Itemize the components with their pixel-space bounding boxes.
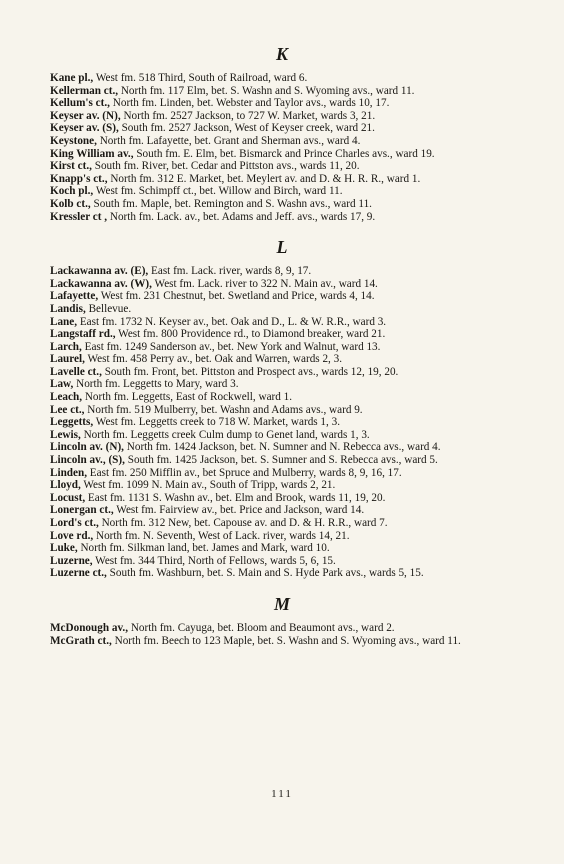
- street-description: South fm. E. Elm, bet. Bismarck and Prince Charles avs., ward 19.: [133, 147, 435, 160]
- street-description: North fm. Leggetts, East of Rockwell, ward 1.: [82, 391, 293, 404]
- street-name: Love rd.,: [50, 529, 94, 542]
- list-item: [34, 467, 530, 480]
- list-item: [34, 148, 530, 161]
- street-name: Linden,: [50, 466, 87, 479]
- street-description: North fm. 519 Mulberry, bet. Washn and Adams avs., ward 9.: [84, 403, 363, 416]
- list-item: [34, 265, 530, 278]
- street-description: East fm. Lack. river, wards 8, 9, 17.: [148, 265, 312, 278]
- list-item: [34, 135, 530, 148]
- street-description: North fm. Linden, bet. Webster and Taylor avs., wards 10, 17.: [109, 97, 390, 110]
- section-letter-heading: M: [273, 593, 290, 614]
- street-name: Leggetts,: [50, 416, 94, 429]
- street-name: King William av.,: [50, 147, 134, 160]
- street-description: South fm. River, bet. Cedar and Pittston avs., wards 11, 20.: [91, 160, 360, 173]
- street-description: West fm. 1099 N. Main av., South of Tripp, wards 2, 21.: [80, 479, 336, 492]
- list-item: [34, 567, 530, 580]
- list-item: [34, 441, 530, 454]
- street-description: West fm. 518 Third, South of Railroad, ward 6.: [93, 72, 308, 84]
- section-k: [34, 44, 530, 223]
- street-description: North fm. Leggetts to Mary, ward 3.: [73, 378, 239, 391]
- street-name: Lackawanna av. (E),: [50, 265, 149, 278]
- entry-list: [34, 265, 530, 580]
- street-name: Lonergan ct.,: [50, 504, 114, 517]
- street-name: Luzerne ct.,: [50, 567, 107, 580]
- street-name: Lord's ct.,: [50, 517, 99, 529]
- list-item: [34, 72, 530, 85]
- street-description: North fm. N. Seventh, West of Lack. river, wards 14, 21.: [93, 529, 350, 542]
- street-description: West fm. Leggetts creek to 718 W. Market, wards 1, 3.: [93, 416, 341, 429]
- street-name: Lee ct.,: [50, 403, 85, 416]
- street-name: Locust,: [50, 491, 86, 504]
- list-item: [34, 290, 530, 303]
- list-item: [34, 85, 530, 98]
- list-item: [34, 122, 530, 135]
- street-description: West fm. Schimpff ct., bet. Willow and Birch, ward 11.: [93, 185, 343, 198]
- street-description: East fm. 1732 N. Keyser av., bet. Oak and D., L. & W. R.R., ward 3.: [77, 315, 387, 328]
- street-name: Keyser av. (N),: [50, 109, 121, 122]
- street-name: Laurel,: [50, 353, 85, 366]
- street-description: South fm. Maple, bet. Remington and S. Washn avs., ward 11.: [90, 197, 372, 210]
- section-m: [34, 594, 530, 647]
- page-number: 111: [271, 788, 293, 800]
- list-item: [34, 198, 530, 211]
- list-item: [34, 530, 530, 543]
- section-letter-heading: K: [275, 44, 288, 64]
- street-description: North fm. 2527 Jackson, to 727 W. Market, wards 3, 21.: [120, 109, 376, 122]
- list-item: [34, 454, 530, 467]
- street-name: Kellerman ct.,: [50, 84, 119, 97]
- list-item: [34, 278, 530, 291]
- street-name: McDonough av.,: [50, 621, 129, 634]
- street-description: North fm. 1424 Jackson, bet. N. Sumner and N. Rebecca avs., ward 4.: [123, 441, 441, 454]
- list-item: [34, 160, 530, 173]
- street-name: Leach,: [50, 391, 83, 404]
- list-item: [34, 303, 530, 316]
- list-item: [34, 316, 530, 329]
- street-description: North fm. Beech to 123 Maple, bet. S. Washn and S. Wyoming avs., ward 11.: [111, 634, 461, 647]
- street-name: Lackawanna av. (W),: [50, 277, 152, 290]
- street-name: Luke,: [50, 542, 78, 555]
- street-name: Koch pl.,: [50, 185, 94, 198]
- list-item: [34, 211, 530, 224]
- street-description: North fm. Lafayette, bet. Grant and Sherman avs., ward 4.: [96, 134, 361, 147]
- street-name: Lloyd,: [50, 479, 81, 492]
- street-description: North fm. Silkman land, bet. James and Mark, ward 10.: [77, 542, 330, 555]
- list-item: [34, 353, 530, 366]
- list-item: [34, 517, 530, 530]
- street-description: East fm. 250 Mifflin av., bet Spruce and Mulberry, wards 8, 9, 16, 17.: [87, 466, 402, 479]
- list-item: [34, 555, 530, 568]
- street-name: Lewis,: [50, 428, 81, 441]
- street-name: Kirst ct.,: [50, 160, 92, 173]
- street-description: Bellevue.: [85, 302, 132, 315]
- sections-container: [34, 44, 530, 647]
- list-item: [34, 622, 530, 635]
- street-description: West fm. Lack. river to 322 N. Main av., ward 14.: [151, 277, 378, 290]
- list-item: [34, 185, 530, 198]
- street-name: Larch,: [50, 340, 82, 353]
- list-item: [34, 542, 530, 555]
- street-name: Kellum's ct.,: [50, 97, 110, 110]
- street-name: Kolb ct.,: [50, 197, 91, 210]
- street-name: Keyser av. (S),: [50, 122, 119, 135]
- entry-list: [34, 72, 530, 223]
- street-description: North fm. Leggetts creek Culm dump to Genet land, wards 1, 3.: [80, 428, 370, 441]
- street-name: Lane,: [50, 315, 78, 328]
- list-item: [34, 110, 530, 123]
- list-item: [34, 391, 530, 404]
- street-description: East fm. 1131 S. Washn av., bet. Elm and Brook, wards 11, 19, 20.: [85, 491, 386, 504]
- street-name: Knapp's ct.,: [50, 172, 108, 185]
- list-item: [34, 416, 530, 429]
- street-name: Law,: [50, 378, 74, 391]
- list-item: [34, 404, 530, 417]
- street-name: Luzerne,: [50, 554, 93, 567]
- section-letter-heading: L: [276, 237, 288, 258]
- street-description: West fm. 800 Providence rd., to Diamond breaker, ward 21.: [115, 328, 386, 341]
- street-description: West fm. 344 Third, North of Fellows, wards 5, 6, 15.: [92, 554, 336, 567]
- list-item: [34, 366, 530, 379]
- street-description: North fm. 117 Elm, bet. S. Washn and S. Wyoming avs., ward 11.: [118, 84, 415, 97]
- street-description: South fm. 1425 Jackson, bet. S. Sumner and S. Rebecca avs., ward 5.: [124, 454, 438, 467]
- street-description: East fm. 1249 Sanderson av., bet. New York and Walnut, ward 13.: [81, 340, 381, 353]
- list-item: [34, 378, 530, 391]
- entry-list: [34, 622, 530, 647]
- street-name: Lincoln av. (N),: [50, 441, 124, 454]
- list-item: [34, 173, 530, 186]
- list-item: [34, 429, 530, 442]
- street-description: North fm. Cayuga, bet. Bloom and Beaumont avs., ward 2.: [128, 621, 395, 634]
- street-name: Langstaff rd.,: [50, 328, 116, 341]
- street-name: Lincoln av., (S),: [50, 454, 125, 467]
- street-description: West fm. 458 Perry av., bet. Oak and Warren, wards 2, 3.: [84, 353, 343, 366]
- list-item: [34, 97, 530, 110]
- list-item: [34, 635, 530, 648]
- street-description: South fm. Front, bet. Pittston and Prospect avs., wards 12, 19, 20.: [101, 365, 399, 378]
- street-description: South fm. 2527 Jackson, West of Keyser creek, ward 21.: [118, 122, 375, 135]
- street-name: Keystone,: [50, 134, 97, 147]
- street-description: South fm. Washburn, bet. S. Main and S. Hyde Park avs., wards 5, 15.: [106, 567, 424, 580]
- list-item: [34, 492, 530, 505]
- street-name: Lavelle ct.,: [50, 365, 102, 378]
- street-name: Kressler ct ,: [50, 210, 108, 223]
- street-name: Lafayette,: [50, 290, 99, 303]
- list-item: [34, 504, 530, 517]
- list-item: [34, 479, 530, 492]
- list-item: [34, 341, 530, 354]
- street-description: West fm. 231 Chestnut, bet. Swetland and Price, wards 4, 14.: [98, 290, 375, 303]
- street-description: West fm. Fairview av., bet. Price and Jackson, ward 14.: [113, 504, 365, 517]
- street-description: North fm. Lack. av., bet. Adams and Jeff. avs., wards 17, 9.: [107, 210, 376, 223]
- street-name: McGrath ct.,: [50, 634, 112, 647]
- street-name: Landis,: [50, 302, 86, 315]
- street-name: Kane pl.,: [50, 72, 94, 84]
- street-description: North fm. 312 E. Market, bet. Meylert av. and D. & H. R. R., ward 1.: [107, 172, 421, 185]
- list-item: [34, 328, 530, 341]
- street-description: North fm. 312 New, bet. Capouse av. and D. & H. R.R., ward 7.: [98, 517, 388, 529]
- section-l: [34, 237, 530, 580]
